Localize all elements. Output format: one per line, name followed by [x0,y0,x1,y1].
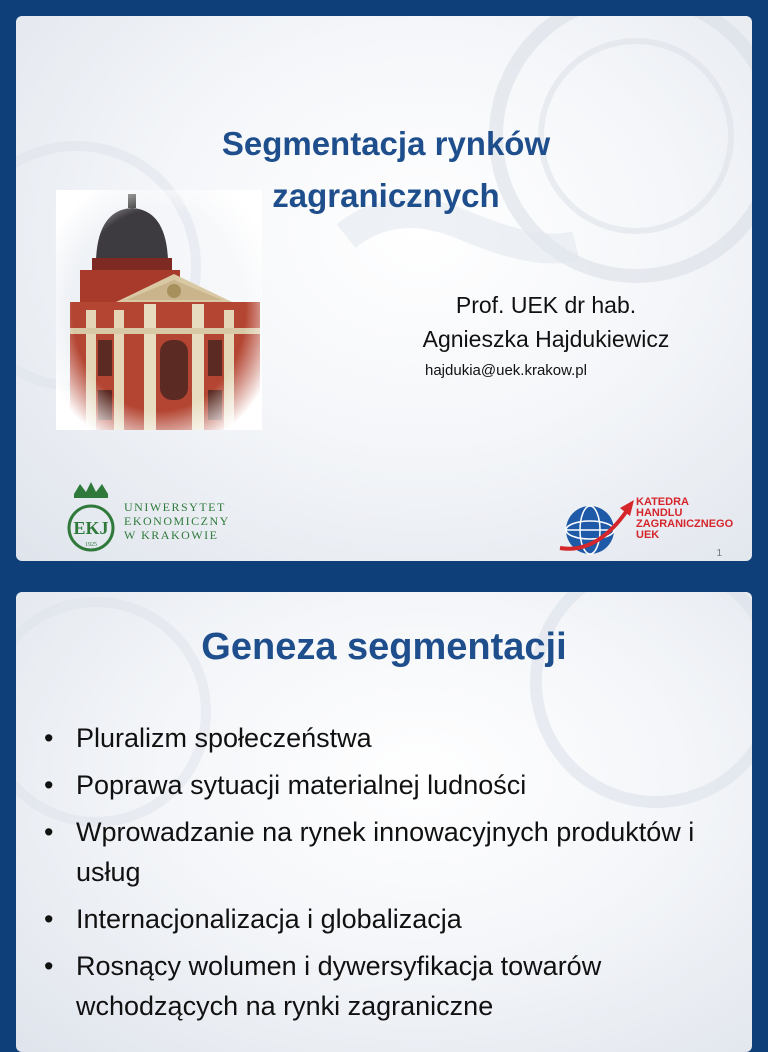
bullet-item: • Pluralizm społeczeństwa [40,718,740,758]
uek-line-1: UNIWERSYTET [124,500,226,514]
uek-logo-text [124,500,230,542]
title-line-1: Segmentacja rynków [221,125,551,162]
department-logo-text [636,497,733,541]
uek-line-3: W KRAKOWIE [124,528,219,542]
author-block [376,288,716,356]
title-line-2: zagranicznych [272,177,500,214]
bullet-item: • Rosnący wolumen i dywersyfikacja towarów wchodzących na rynki zagraniczne [40,946,740,1026]
bullet-item: • Wprowadzanie na rynek innowacyjnych produktów i usług [40,812,740,892]
bullet-item: • Internacjonalizacja i globalizacja [40,899,740,939]
uek-line-2: EKONOMICZNY [124,514,230,528]
bullet-list [40,718,740,1033]
dept-line-2: HANDLU [636,507,683,519]
dept-line-4: UEK [636,529,660,541]
bullet-item: • Poprawa sytuacji materialnej ludności [40,765,740,805]
slide-1 [16,16,752,561]
page-number: 1 [716,548,722,559]
dept-line-3: ZAGRANICZNEGO [636,518,734,530]
author-email: hajdukia@uek.krakow.pl [425,362,587,379]
svg-text:EKJ: EKJ [73,518,109,538]
dept-line-1: KATEDRA [636,496,689,508]
svg-text:1925: 1925 [85,542,97,548]
globe-icon [556,492,636,561]
slide-2 [16,592,752,1052]
slide-title: Geneza segmentacji [201,626,567,668]
author-name: Agnieszka Hajdukiewicz [422,326,670,352]
university-building-image [56,190,262,430]
author-title: Prof. UEK dr hab. [455,292,637,318]
